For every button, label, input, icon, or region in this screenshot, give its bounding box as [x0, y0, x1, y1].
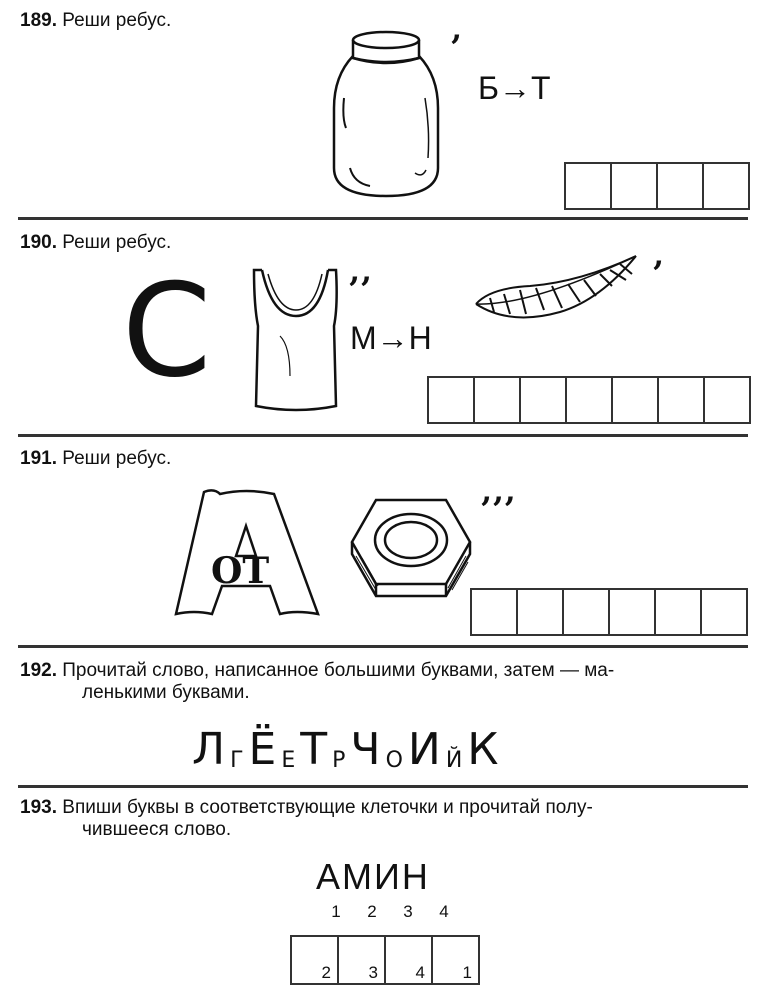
answer-cell[interactable] — [611, 378, 657, 422]
answer-cell[interactable] — [516, 590, 562, 634]
answer-cell[interactable] — [566, 164, 610, 208]
tank-top-icon — [250, 266, 342, 414]
big-letter: Ч — [350, 724, 381, 775]
cell-number: 3 — [368, 963, 378, 982]
task-instruction: чившееся слово. — [82, 819, 232, 840]
answer-cell[interactable] — [657, 378, 703, 422]
task-instruction: ленькими буквами. — [82, 682, 250, 703]
task-190-heading — [20, 232, 171, 254]
primes: ’ — [652, 254, 664, 294]
small-letter: Е — [281, 748, 296, 773]
answer-cell[interactable] — [292, 937, 337, 983]
letter-numbers — [318, 902, 462, 922]
divider — [18, 217, 748, 220]
small-letter: Г — [230, 748, 244, 773]
answer-cell[interactable] — [431, 937, 478, 983]
nut-icon — [348, 492, 474, 598]
letter-number: 3 — [403, 902, 413, 921]
answer-cell[interactable] — [384, 937, 431, 983]
answer-cells[interactable] — [290, 935, 480, 985]
letter-number: 2 — [367, 902, 377, 921]
cell-number: 4 — [415, 963, 425, 982]
primes: ’’ — [348, 270, 372, 310]
primes: ’’’ — [480, 490, 516, 530]
big-letter: Л — [192, 724, 226, 775]
letter-s: С — [122, 257, 212, 406]
answer-cell[interactable] — [565, 378, 611, 422]
answer-cell[interactable] — [703, 378, 749, 422]
letter-number: 1 — [331, 902, 341, 921]
task-number: 190. — [20, 232, 57, 253]
answer-cell[interactable] — [429, 378, 473, 422]
small-letter: Й — [445, 748, 463, 773]
letter-number: 4 — [439, 902, 449, 921]
cell-number: 2 — [321, 963, 331, 982]
task-191-heading — [20, 448, 171, 470]
big-letter: Т — [300, 724, 328, 775]
task-instruction: Реши ребус. — [62, 232, 172, 253]
divider — [18, 785, 748, 788]
task-192-heading — [20, 660, 750, 704]
answer-cell[interactable] — [654, 590, 700, 634]
answer-cell[interactable] — [337, 937, 384, 983]
answer-cell[interactable] — [610, 164, 656, 208]
divider — [18, 434, 748, 437]
task-189-heading — [20, 10, 171, 32]
answer-cell[interactable] — [562, 590, 608, 634]
feather-icon — [470, 252, 642, 328]
divider — [18, 645, 748, 648]
task-number: 193. — [20, 797, 57, 818]
cell-number: 1 — [462, 963, 472, 982]
letter-replacement: М→Н — [350, 320, 432, 356]
answer-cell[interactable] — [702, 164, 748, 208]
answer-cells[interactable] — [427, 376, 751, 424]
word: АМИН — [316, 856, 430, 897]
mixed-letters — [192, 722, 499, 775]
jar-icon — [330, 28, 442, 200]
big-letter: И — [407, 724, 441, 775]
primes: ’ — [450, 28, 462, 68]
answer-cell[interactable] — [700, 590, 746, 634]
answer-cell[interactable] — [473, 378, 519, 422]
answer-cell[interactable] — [519, 378, 565, 422]
task-number: 192. — [20, 660, 57, 681]
answer-cells[interactable] — [564, 162, 750, 210]
task-number: 191. — [20, 448, 57, 469]
answer-cell[interactable] — [472, 590, 516, 634]
answer-cells[interactable] — [470, 588, 748, 636]
inner-text: ОТ — [211, 550, 270, 592]
small-letter: Р — [332, 748, 346, 773]
task-193-heading — [20, 797, 750, 841]
task-instruction: Впиши буквы в соответствующие клеточки и прочитай полу- — [62, 797, 593, 818]
task-instruction: Прочитай слово, написанное большими буквами, затем — ма- — [62, 660, 615, 681]
task-instruction: Реши ребус. — [62, 448, 172, 469]
task-instruction: Реши ребус. — [62, 10, 172, 31]
big-letter: Ё — [248, 724, 277, 775]
letter-replacement: Б→Т — [478, 70, 551, 106]
answer-cell[interactable] — [656, 164, 702, 208]
answer-cell[interactable] — [608, 590, 654, 634]
big-letter: К — [467, 724, 499, 775]
small-letter: О — [385, 748, 403, 773]
task-number: 189. — [20, 10, 57, 31]
